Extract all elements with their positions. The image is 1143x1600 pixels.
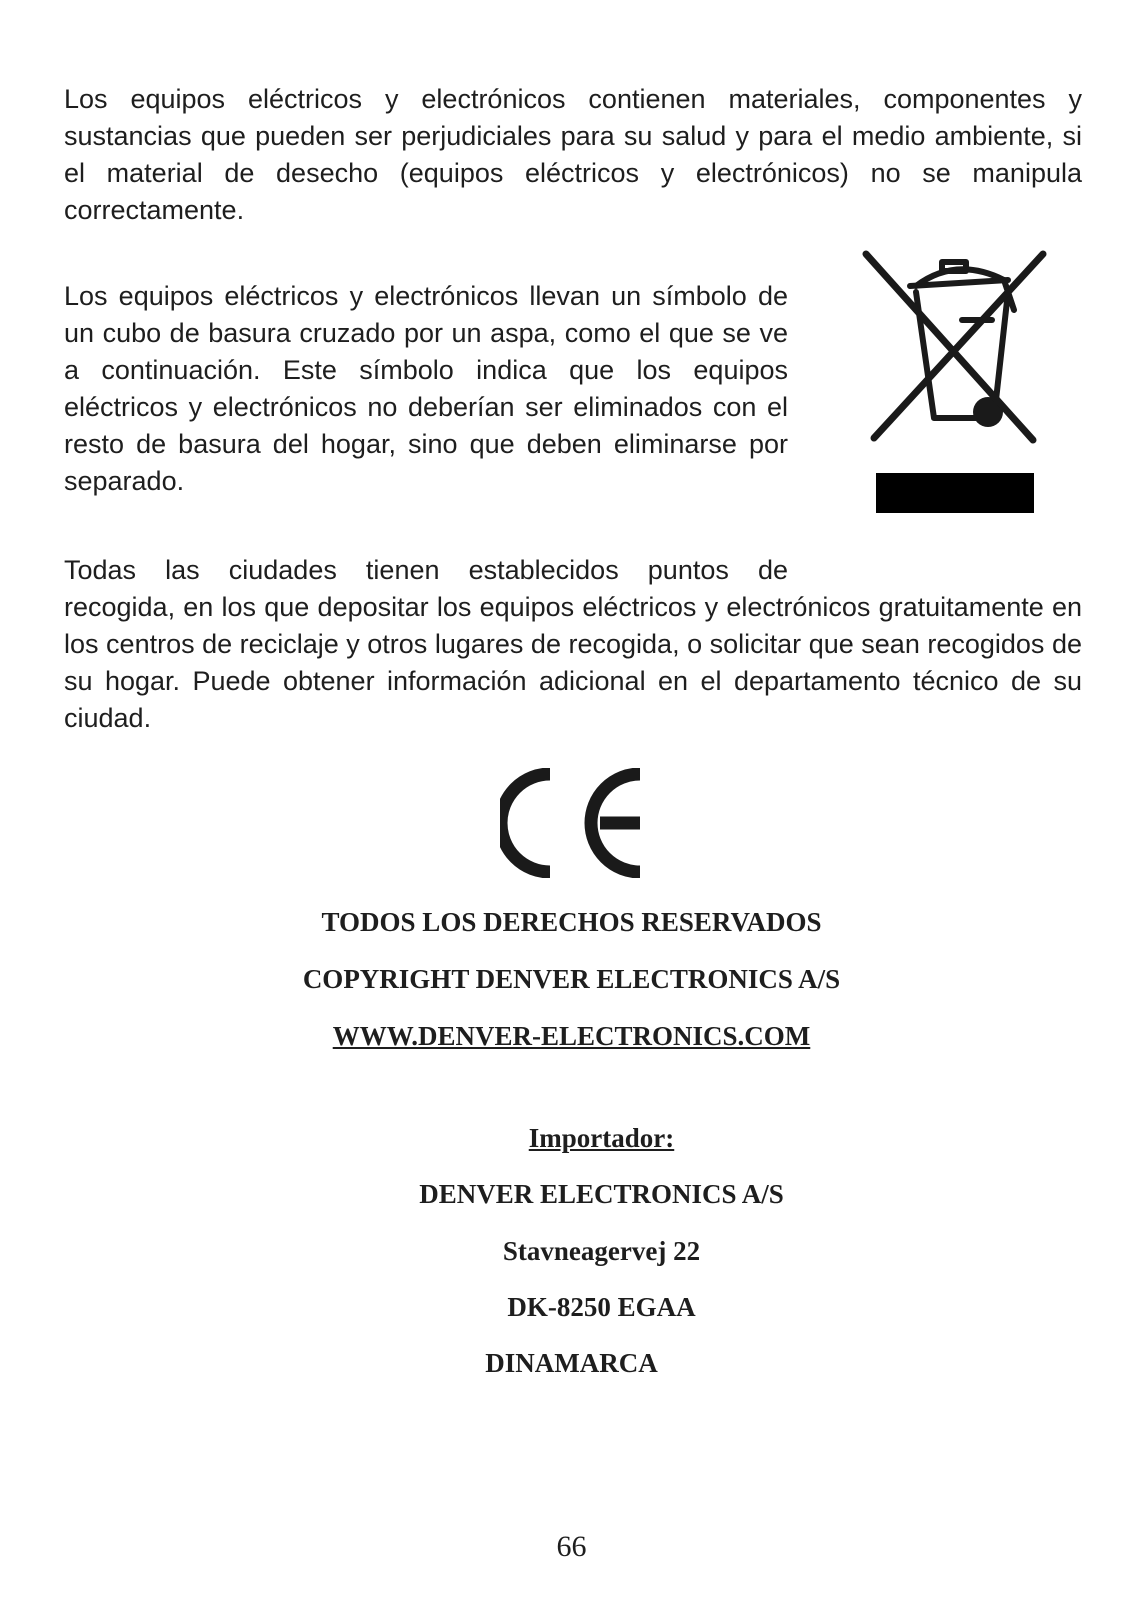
importer-city: DK-8250 EGAA [507,1292,696,1322]
importer-company: DENVER ELECTRONICS A/S [419,1179,784,1209]
importer-label: Importador: [528,1123,675,1153]
copyright-line: COPYRIGHT DENVER ELECTRONICS A/S [302,964,841,994]
paragraph-collection-points: recogida, en los que depositar los equipos eléctricos y electrónicos gratuitamente en los centros de reciclaje y otros lugares de recogida, o solicitar que sean recogidos de su hogar. Puede obtener información adicional en el departamento técnico de su ciudad. [64,592,1082,733]
paragraph-hazard-warning: Los equipos eléctricos y electrónicos contienen materiales, componentes y sustancias que pueden ser perjudiciales para su salud y para el medio ambiente, si el material de desecho (equipos eléctricos y electrónicos) no se manipula correctamente. [64,84,1082,225]
paragraph-weee-symbol: Los equipos eléctricos y electrónicos llevan un símbolo de un cubo de basura cruzado por un aspa, como el que se ve a continuación. Este símbolo indica que los equipos eléctricos y electrónicos no deberían ser eliminados con el resto de basura del hogar, sino que deben eliminarse por separado. [64,281,788,496]
page-number: 66 [556,1530,587,1563]
paragraph-collection-points-line1: Todas las ciudades tienen establecidos puntos de [64,555,788,585]
importer-country: DINAMARCA [485,1348,658,1378]
ce-mark-icon [500,768,650,878]
website-link[interactable]: WWW.DENVER-ELECTRONICS.COM [332,1021,811,1051]
importer-street: Stavneagervej 22 [502,1236,701,1266]
rights-reserved: TODOS LOS DERECHOS RESERVADOS [321,907,822,937]
crossed-out-wheelie-bin-icon [858,248,1053,518]
